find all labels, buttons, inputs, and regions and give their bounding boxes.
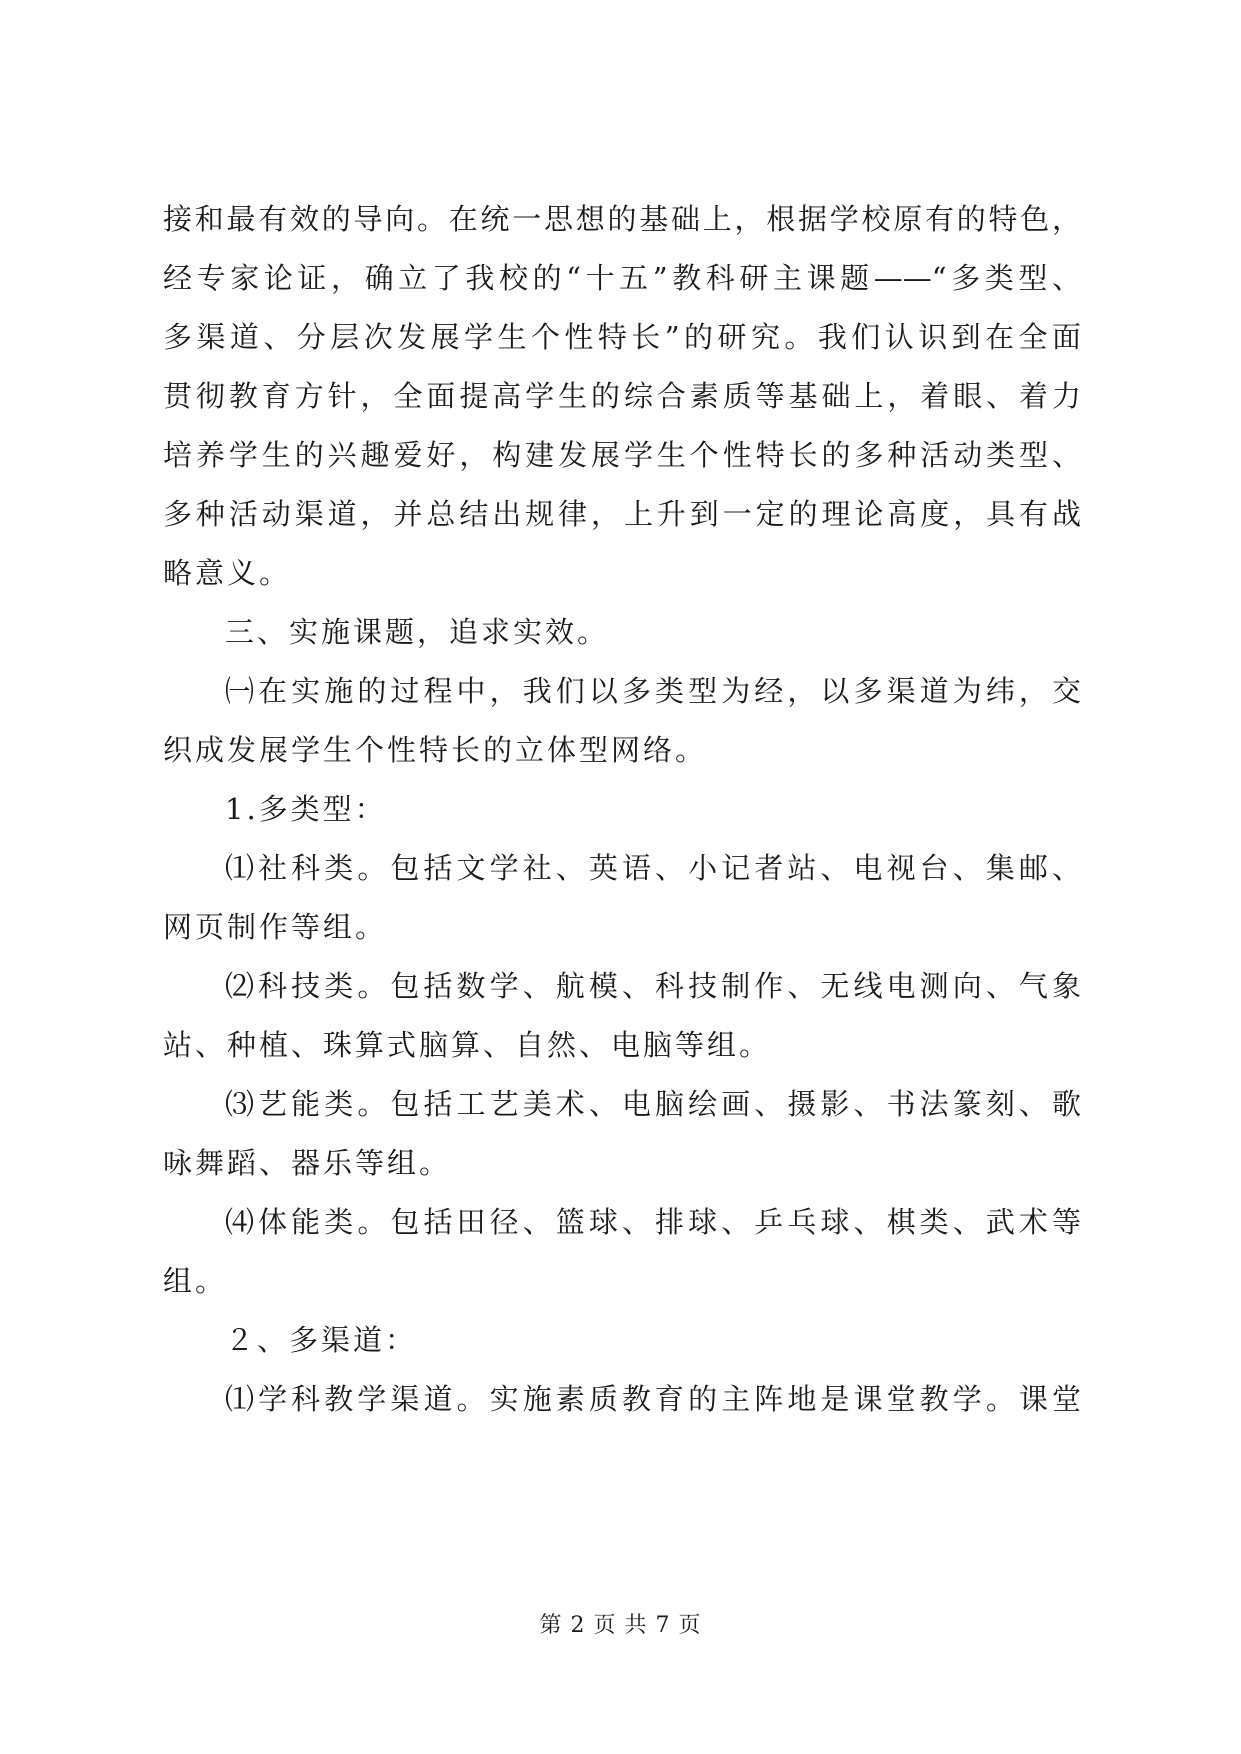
- text-line: 多渠道、分层次发展学生个性特长”的研究。我们认识到在全面: [163, 320, 1081, 354]
- text-line: ⑶艺能类。包括工艺美术、电脑绘画、摄影、书法篆刻、歌: [225, 1087, 1081, 1121]
- text-line: ⑴社科类。包括文学社、英语、小记者站、电视台、集邮、: [225, 851, 1081, 885]
- text-line: 略意义。: [163, 556, 292, 590]
- text-line: 经专家论证，确立了我校的“十五”教科研主课题——“多类型、: [163, 261, 1081, 295]
- text-line: 组。: [163, 1264, 228, 1298]
- section-heading: 三、实施课题，追求实效。: [225, 615, 610, 649]
- text-line: 网页制作等组。: [163, 910, 388, 944]
- text-line: ㈠在实施的过程中，我们以多类型为经，以多渠道为纬，交: [225, 674, 1081, 708]
- text-line: ⑵科技类。包括数学、航模、科技制作、无线电测向、气象: [225, 969, 1081, 1003]
- page-number-footer: 第 2 页 共 7 页: [539, 1613, 702, 1638]
- text-line: 织成发展学生个性特长的立体型网络。: [163, 733, 708, 767]
- text-line: 培养学生的兴趣爱好，构建发展学生个性特长的多种活动类型、: [163, 438, 1081, 472]
- subsection-heading: ２、多渠道：: [225, 1323, 418, 1357]
- text-line: 接和最有效的导向。在统一思想的基础上，根据学校原有的特色，: [163, 202, 1081, 236]
- text-line: 贯彻教育方针，全面提高学生的综合素质等基础上，着眼、着力: [163, 379, 1081, 413]
- text-line: ⑷体能类。包括田径、篮球、排球、乒乓球、棋类、武术等: [225, 1205, 1081, 1239]
- text-line: 多种活动渠道，并总结出规律，上升到一定的理论高度，具有战: [163, 497, 1081, 531]
- text-line: 站、种植、珠算式脑算、自然、电脑等组。: [163, 1028, 772, 1062]
- subsection-heading: 1.多类型：: [225, 792, 387, 826]
- text-line: 咏舞蹈、器乐等组。: [163, 1146, 452, 1180]
- text-line: ⑴学科教学渠道。实施素质教育的主阵地是课堂教学。课堂: [225, 1382, 1081, 1416]
